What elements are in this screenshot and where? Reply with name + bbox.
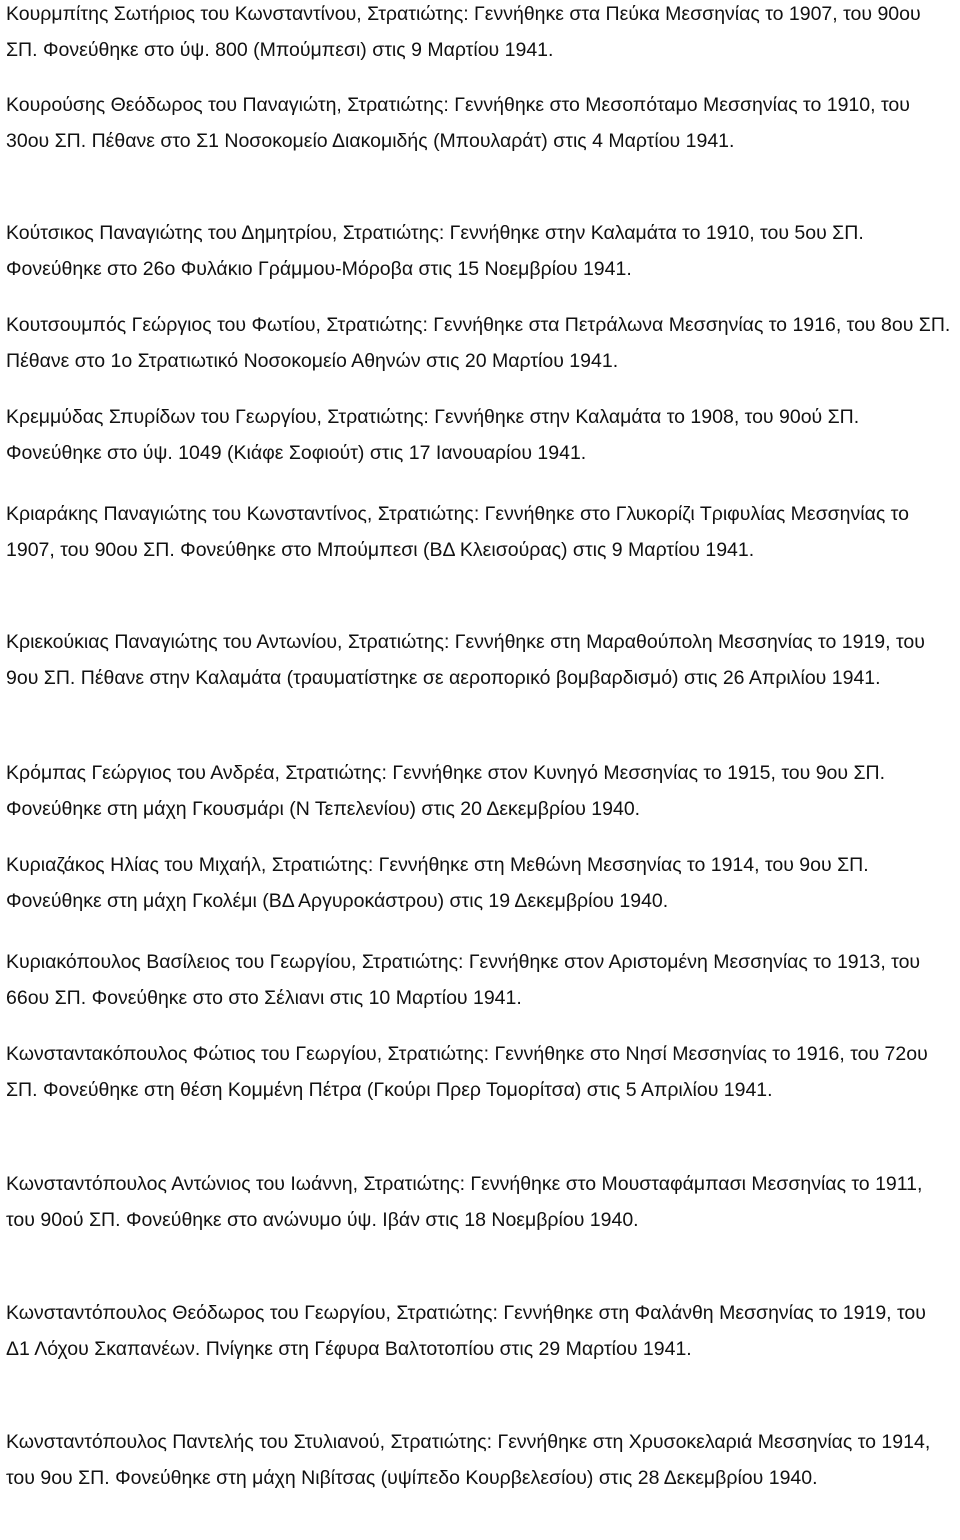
entry-paragraph: Κυριακόπουλος Βασίλειος του Γεωργίου, Στρατιώτης: Γεννήθηκε στον Αριστομένη Μεσσηνίας το 1913, του 66ου ΣΠ. Φονεύθηκε στο στο Σέλιανι στις 10 Μαρτίου 1941. [6,951,921,1009]
entry-paragraph: Κουτσουμπός Γεώργιος του Φωτίου, Στρατιώτης: Γεννήθηκε στα Πετράλωνα Μεσσηνίας το 1916, του 8ου ΣΠ. Πέθανε στο 1ο Στρατιωτικό Νοσοκομείο Αθηνών στις 20 Μαρτίου 1941. [6,314,951,372]
entry-paragraph: Κούτσικος Παναγιώτης του Δημητρίου, Στρατιώτης: Γεννήθηκε στην Καλαμάτα το 1910, του 5ου ΣΠ. Φονεύθηκε στο 26ο Φυλάκιο Γράμμου-Μόροβα στις 15 Νοεμβρίου 1941. [6,222,864,280]
entry-paragraph: Κωνσταντόπουλος Θεόδωρος του Γεωργίου, Στρατιώτης: Γεννήθηκε στη Φαλάνθη Μεσσηνίας το 1919, του Δ1 Λόχου Σκαπανέων. Πνίγηκε στη Γέφυρα Βαλτοτοπίου στις 29 Μαρτίου 1941. [6,1302,926,1360]
entry-paragraph: Κρόμπας Γεώργιος του Ανδρέα, Στρατιώτης: Γεννήθηκε στον Κυνηγό Μεσσηνίας το 1915, του 9ου ΣΠ. Φονεύθηκε στη μάχη Γκουσμάρι (Ν Τεπελενίου) στις 20 Δεκεμβρίου 1940. [6,762,886,820]
entry-paragraph: Κωνσταντόπουλος Αντώνιος του Ιωάννη, Στρατιώτης: Γεννήθηκε στο Μουσταφάμπασι Μεσσηνίας το 1911, του 90ού ΣΠ. Φονεύθηκε στο ανώνυμο ύψ. Ιβάν στις 18 Νοεμβρίου 1940. [6,1173,923,1231]
entry-paragraph: Κωνσταντόπουλος Παντελής του Στυλιανού, Στρατιώτης: Γεννήθηκε στη Χρυσοκελαριά Μεσσηνίας το 1914, του 9ου ΣΠ. Φονεύθηκε στη μάχη Νιβίτσας (υψίπεδο Κουρβελεσίου) στις 28 Δεκεμβρίου 1940. [6,1431,931,1489]
entry-paragraph: Κωνσταντακόπουλος Φώτιος του Γεωργίου, Στρατιώτης: Γεννήθηκε στο Νησί Μεσσηνίας το 1916, του 72ου ΣΠ. Φονεύθηκε στη θέση Κομμένη Πέτρα (Γκούρι Πρερ Τομορίτσα) στις 5 Απριλίου 1941. [6,1043,928,1101]
entry-paragraph: Κρεμμύδας Σπυρίδων του Γεωργίου, Στρατιώτης: Γεννήθηκε στην Καλαμάτα το 1908, του 90ού ΣΠ. Φονεύθηκε στο ύψ. 1049 (Κιάφε Σοφιούτ) στις 17 Ιανουαρίου 1941. [6,406,860,464]
entry-paragraph: Κριαράκης Παναγιώτης του Κωνσταντίνος, Στρατιώτης: Γεννήθηκε στο Γλυκορίζι Τριφυλίας Μεσσηνίας το 1907, του 90ου ΣΠ. Φονεύθηκε στο Μπούμπεσι (ΒΔ Κλεισούρας) στις 9 Μαρτίου 1941. [6,503,909,561]
entry-paragraph: Κουρούσης Θεόδωρος του Παναγιώτη, Στρατιώτης: Γεννήθηκε στο Μεσοπόταμο Μεσσηνίας το 1910, του 30ου ΣΠ. Πέθανε στο Σ1 Νοσοκομείο Διακομιδής (Μπουλαράτ) στις 4 Μαρτίου 1941. [6,94,910,152]
entry-paragraph: Κουρμπίτης Σωτήριος του Κωνσταντίνου, Στρατιώτης: Γεννήθηκε στα Πεύκα Μεσσηνίας το 1907, του 90ου ΣΠ. Φονεύθηκε στο ύψ. 800 (Μπούμπεσι) στις 9 Μαρτίου 1941. [6,3,921,61]
entry-paragraph: Κυριαζάκος Ηλίας του Μιχαήλ, Στρατιώτης: Γεννήθηκε στη Μεθώνη Μεσσηνίας το 1914, του 9ου ΣΠ. Φονεύθηκε στη μάχη Γκολέμι (ΒΔ Αργυροκάστρου) στις 19 Δεκεμβρίου 1940. [6,854,869,912]
entry-paragraph: Κριεκούκιας Παναγιώτης του Αντωνίου, Στρατιώτης: Γεννήθηκε στη Μαραθούπολη Μεσσηνίας το 1919, του 9ου ΣΠ. Πέθανε στην Καλαμάτα (τραυματίστηκε σε αεροπορικό βομβαρδισμό) στις 26 Απριλίου 1941. [6,631,925,689]
